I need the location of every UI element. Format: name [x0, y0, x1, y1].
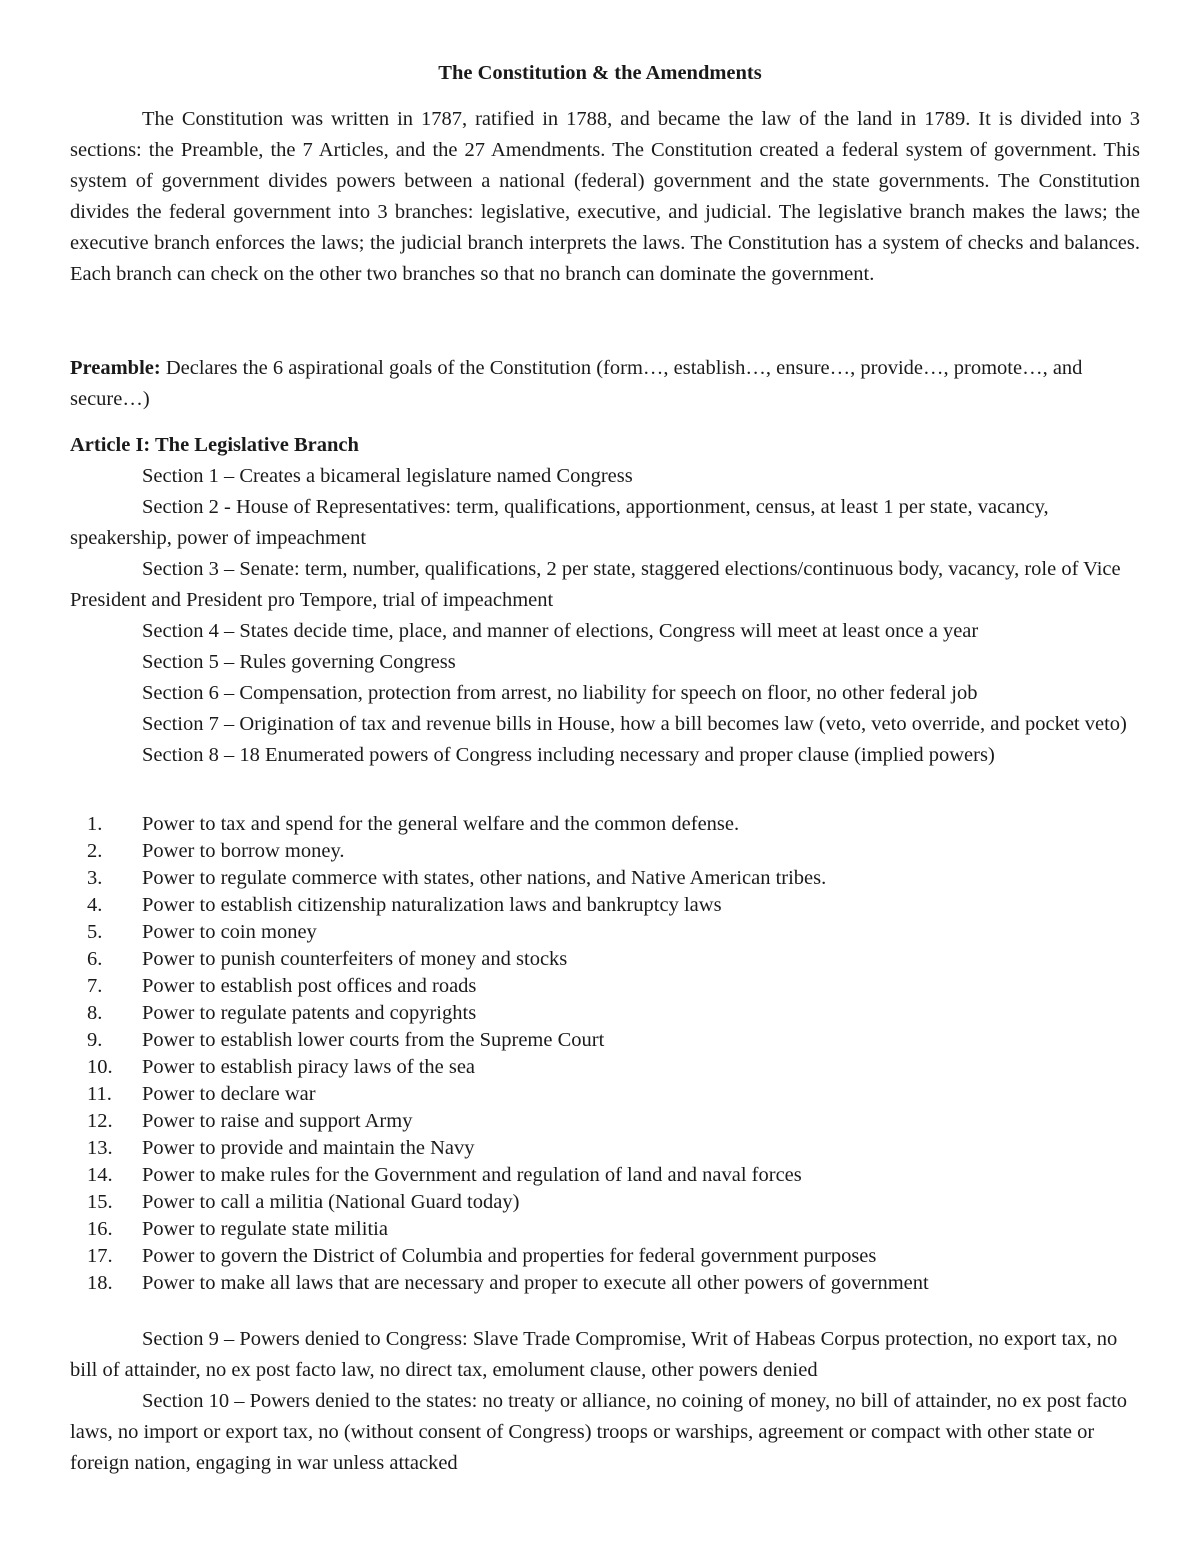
- list-item: [70, 811, 1140, 838]
- list-number: 15.: [87, 1191, 113, 1213]
- list-text: Power to regulate commerce with states, other nations, and Native American tribes.: [142, 867, 827, 889]
- section-4: Section 4 – States decide time, place, and manner of elections, Congress will meet at least once a year: [142, 620, 979, 642]
- list-text: Power to make all laws that are necessary and proper to execute all other powers of government: [142, 1272, 929, 1294]
- section-3: Section 3 – Senate: term, number, qualifications, 2 per state, staggered elections/continuous body, vacancy, role of Vice President and President pro Tempore, trial of impeachment: [70, 558, 1121, 611]
- list-item: [70, 1270, 1140, 1297]
- list-number: 13.: [87, 1137, 113, 1159]
- list-item: [70, 1162, 1140, 1189]
- preamble-text: Declares the 6 aspirational goals of the Constitution (form…, establish…, ensure…, provide…, promote…, and secure…): [70, 357, 1083, 410]
- list-item: [70, 946, 1140, 973]
- list-item: [70, 838, 1140, 865]
- enumerated-powers-list: [70, 811, 1140, 1297]
- list-number: 17.: [87, 1245, 113, 1267]
- list-text: Power to establish citizenship naturalization laws and bankruptcy laws: [142, 894, 722, 916]
- list-number: 4.: [87, 894, 103, 916]
- list-text: Power to make rules for the Government and regulation of land and naval forces: [142, 1164, 802, 1186]
- list-number: 16.: [87, 1218, 113, 1240]
- list-item: [70, 1081, 1140, 1108]
- document-title: The Constitution & the Amendments: [438, 62, 762, 84]
- list-number: 12.: [87, 1110, 113, 1132]
- list-text: Power to raise and support Army: [142, 1110, 413, 1132]
- list-item: [70, 1243, 1140, 1270]
- section-7: Section 7 – Origination of tax and revenue bills in House, how a bill becomes law (veto, veto override, and pocket veto): [142, 713, 1127, 735]
- list-text: Power to coin money: [142, 921, 317, 943]
- section-2: Section 2 - House of Representatives: term, qualifications, apportionment, census, at least 1 per state, vacancy, speakership, power of impeachment: [70, 496, 1049, 549]
- list-number: 14.: [87, 1164, 113, 1186]
- list-text: Power to govern the District of Columbia and properties for federal government purposes: [142, 1245, 877, 1267]
- list-item: [70, 1189, 1140, 1216]
- preamble-label: Preamble:: [70, 357, 161, 379]
- list-number: 8.: [87, 1002, 103, 1024]
- section-6: Section 6 – Compensation, protection from arrest, no liability for speech on floor, no other federal job: [142, 682, 978, 704]
- section-10: Section 10 – Powers denied to the states: no treaty or alliance, no coining of money, no bill of attainder, no ex post facto laws, no import or export tax, no (without consent of Congress) troops or warships, agreement or compact with other state or foreign nation, engaging in war unless attacked: [70, 1390, 1128, 1474]
- list-text: Power to regulate state militia: [142, 1218, 388, 1240]
- list-number: 3.: [87, 867, 103, 889]
- list-item: [70, 1027, 1140, 1054]
- section-1: Section 1 – Creates a bicameral legislature named Congress: [142, 465, 633, 487]
- list-number: 18.: [87, 1272, 113, 1294]
- list-text: Power to borrow money.: [142, 840, 345, 862]
- list-item: [70, 973, 1140, 1000]
- list-item: [70, 1216, 1140, 1243]
- list-item: [70, 1108, 1140, 1135]
- list-item: [70, 919, 1140, 946]
- list-number: 1.: [87, 813, 103, 835]
- list-number: 10.: [87, 1056, 113, 1078]
- article-later-sections: [70, 1324, 1140, 1479]
- list-number: 11.: [87, 1083, 112, 1105]
- list-text: Power to punish counterfeiters of money and stocks: [142, 948, 568, 970]
- list-text: Power to tax and spend for the general welfare and the common defense.: [142, 813, 740, 835]
- list-number: 2.: [87, 840, 103, 862]
- list-text: Power to establish post offices and roads: [142, 975, 477, 997]
- article-sections: [70, 461, 1140, 771]
- list-item: [70, 865, 1140, 892]
- list-text: Power to provide and maintain the Navy: [142, 1137, 475, 1159]
- list-item: [70, 892, 1140, 919]
- list-text: Power to regulate patents and copyrights: [142, 1002, 477, 1024]
- preamble-paragraph: [70, 353, 1140, 415]
- list-text: Power to declare war: [142, 1083, 316, 1105]
- list-text: Power to establish piracy laws of the sea: [142, 1056, 476, 1078]
- list-item: [70, 1000, 1140, 1027]
- list-item: [70, 1054, 1140, 1081]
- list-number: 9.: [87, 1029, 103, 1051]
- section-9: Section 9 – Powers denied to Congress: Slave Trade Compromise, Writ of Habeas Corpus protection, no export tax, no bill of attainder, no ex post facto law, no direct tax, emolument clause, other powers denied: [70, 1328, 1118, 1381]
- section-8: Section 8 – 18 Enumerated powers of Congress including necessary and proper clause (implied powers): [142, 744, 995, 766]
- list-text: Power to establish lower courts from the Supreme Court: [142, 1029, 605, 1051]
- list-item: [70, 1135, 1140, 1162]
- section-5: Section 5 – Rules governing Congress: [142, 651, 456, 673]
- article-heading: Article I: The Legislative Branch: [70, 434, 359, 456]
- list-text: Power to call a militia (National Guard today): [142, 1191, 520, 1213]
- intro-paragraph: The Constitution was written in 1787, ratified in 1788, and became the law of the land in 1789. It is divided into 3 sections: the Preamble, the 7 Articles, and the 27 Amendments. The Constitution created a federal system of government. This system of government divides powers between a national (federal) government and the state governments. The Constitution divides the federal government into 3 branches: legislative, executive, and judicial. The legislative branch makes the laws; the executive branch enforces the laws; the judicial branch interprets the laws. The Constitution has a system of checks and balances. Each branch can check on the other two branches so that no branch can dominate the government.: [70, 108, 1140, 285]
- list-number: 6.: [87, 948, 103, 970]
- list-number: 7.: [87, 975, 103, 997]
- list-number: 5.: [87, 921, 103, 943]
